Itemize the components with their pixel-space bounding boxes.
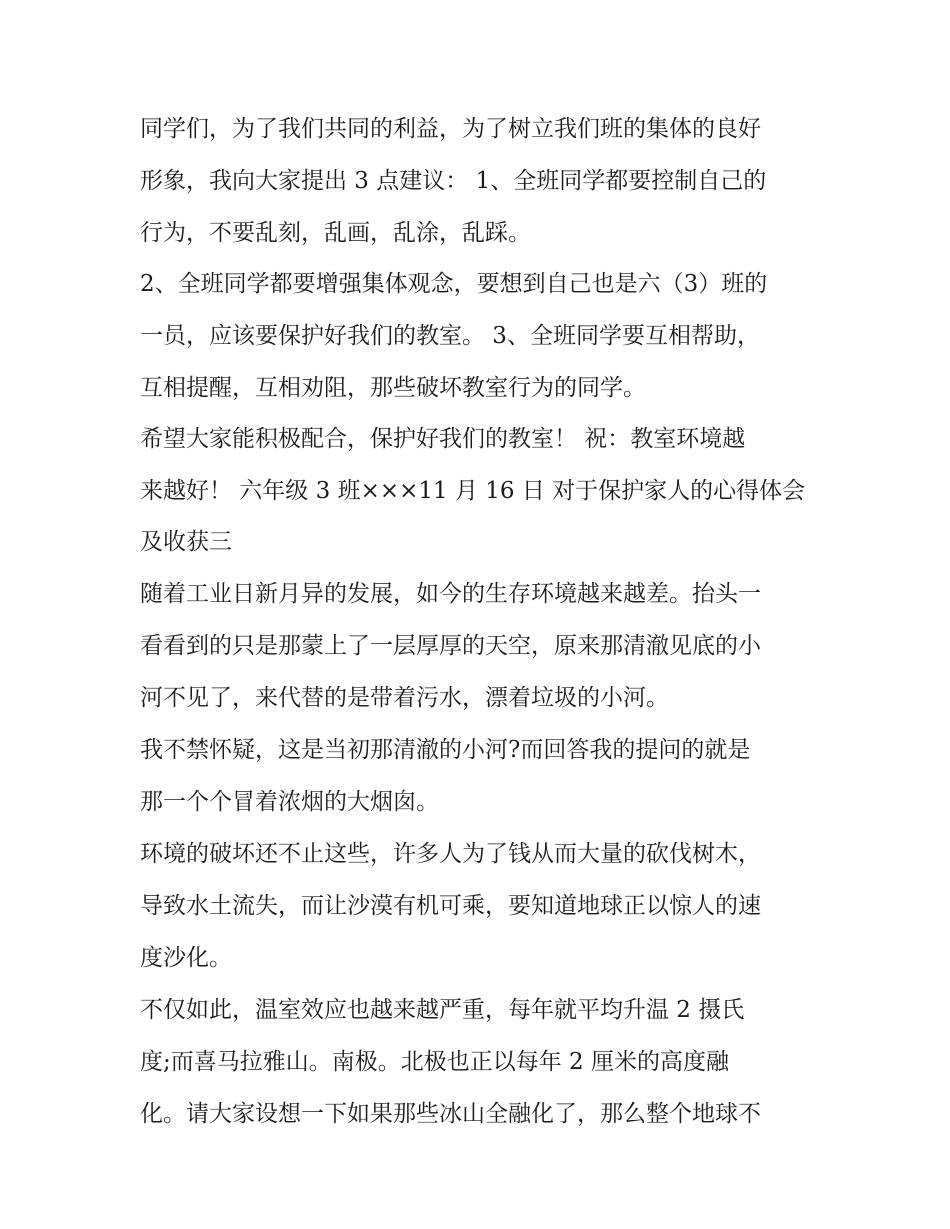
text-line: 那一个个冒着浓烟的大烟囱。 [140, 789, 439, 815]
text-line: 度沙化。 [140, 945, 232, 971]
text-line: 互相提醒，互相劝阻，那些破坏教室行为的同学。 [140, 375, 646, 401]
text-line: 看看到的只是那蒙上了一层厚厚的天空，原来那清澈见底的小 [140, 633, 761, 659]
document-body [140, 103, 830, 1140]
text-line: 不仅如此，温室效应也越来越严重，每年就平均升温 2 摄氏 [140, 997, 745, 1023]
text-line: 我不禁怀疑，这是当初那清澈的小河?而回答我的提问的就是 [140, 737, 751, 763]
text-line: 一员，应该要保护好我们的教室。 3、全班同学要互相帮助， [140, 323, 760, 349]
text-line: 化。请大家设想一下如果那些冰山全融化了，那么整个地球不 [140, 1101, 761, 1127]
text-line: 形象，我向大家提出 3 点建议： 1、全班同学都要控制自己的 [140, 168, 767, 194]
text-line: 河不见了，来代替的是带着污水，漂着垃圾的小河。 [140, 685, 669, 711]
text-line: 导致水土流失，而让沙漠有机可乘，要知道地球正以惊人的速 [140, 893, 761, 919]
text-line: 随着工业日新月异的发展，如今的生存环境越来越差。抬头一 [140, 581, 761, 607]
text-line: 2、全班同学都要增强集体观念，要想到自己也是六（3）班的 [140, 271, 768, 297]
text-line: 度;而喜马拉雅山。南极。北极也正以每年 2 厘米的高度融 [140, 1049, 730, 1075]
text-line: 希望大家能积极配合，保护好我们的教室！ 祝：教室环境越 [140, 426, 746, 452]
text-line: 来越好！ 六年级 3 班×××11 月 16 日 对于保护家人的心得体会 [140, 478, 806, 504]
text-line: 同学们，为了我们共同的利益，为了树立我们班的集体的良好 [140, 116, 761, 142]
text-line: 环境的破坏还不止这些，许多人为了钱从而大量的砍伐树木， [140, 841, 761, 867]
text-line: 及收获三 [140, 529, 232, 555]
text-line: 行为，不要乱刻，乱画，乱涂，乱踩。 [140, 220, 531, 246]
